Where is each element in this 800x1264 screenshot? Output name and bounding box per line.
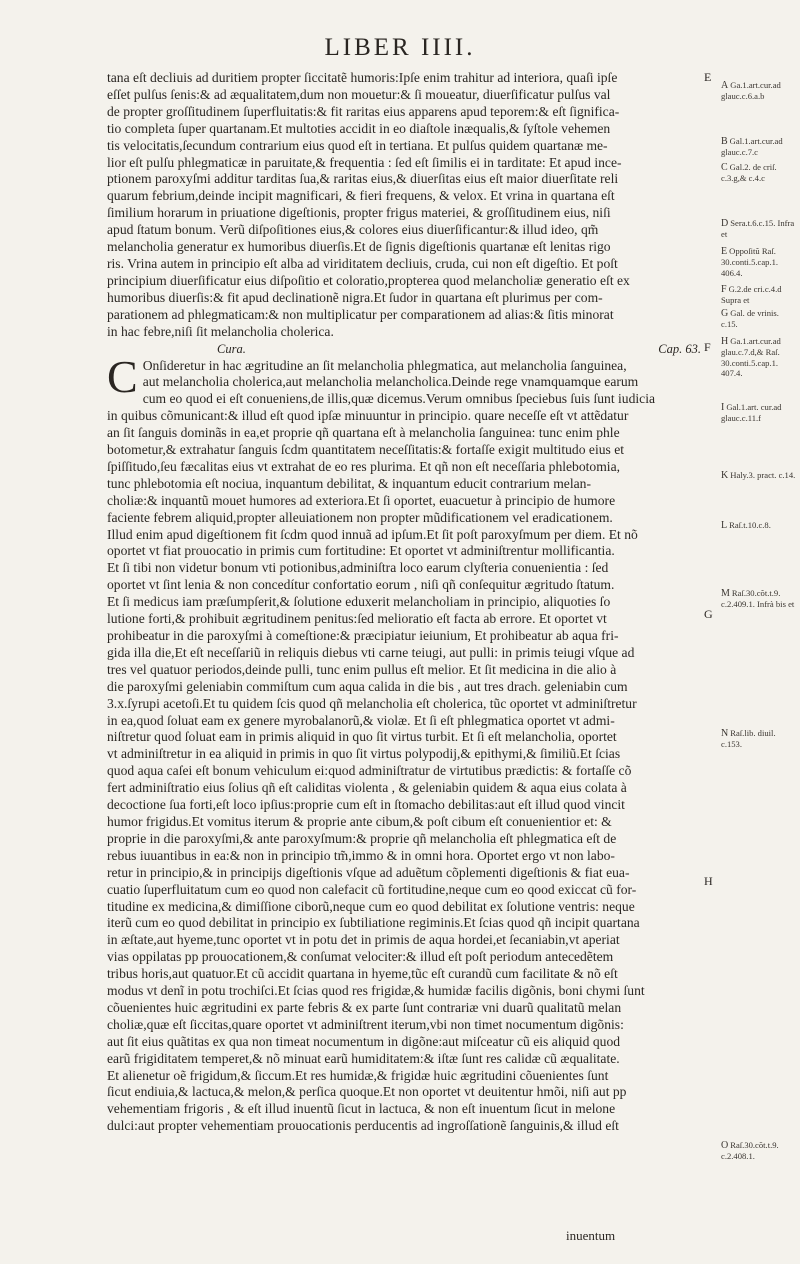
sidenote [721, 520, 797, 531]
sidenote [721, 308, 797, 330]
sidenote-key: G [721, 308, 729, 319]
text-line: vias oppilatas pp prouocationem,& conſumat velociter:& illud eſt poſt periodum antecedẽtem [107, 949, 614, 965]
sidenote-key: D [721, 218, 729, 229]
sidenote-key: N [721, 728, 729, 739]
sidenote-key: E [721, 246, 728, 257]
text-line: vt adminiſtretur in ea aliquid in primis in quo ſit virtus polypodij,& epithymi,& ſimiliũ.Et ſcias [107, 746, 621, 762]
text-line: quarum febrium,deinde incipit magnificari, & fieri frequens, & velox. Et vrina in quartana eſt [107, 188, 615, 204]
text-line: Et alienetur oẽ frigidum,& ſiccum.Et res humidæ,& frigidæ huic ægritudini cõuenientes ſunt [107, 1067, 609, 1083]
sidenote-text: Oppoſitũ Raſ. 30.conti.5.cap.1. 406.4. [721, 246, 779, 278]
margin-letter: F [704, 340, 711, 354]
sidenote [721, 162, 797, 184]
sidenote-text: Sera.t.6.c.15. Infra et [721, 218, 795, 240]
text-line: aut melancholia cholerica,aut melancholia melancholica.Deinde rege vnamquamque earum [142, 374, 639, 390]
sidenote-text: Raſ.30.cõt.t.9. c.2.408.1. [721, 1140, 779, 1162]
sidenote [721, 402, 797, 424]
drop-capital: C [107, 350, 138, 402]
text-line: an ſit ſanguis dominãs in ea,et proprie qñ quartana eſt à melancholia ſanguinea: tunc enim phle [107, 425, 620, 441]
sidenote-text: Gal.2. de criſ. c.3.g,& c.4.c [721, 162, 777, 184]
text-line: in æſtate,aut hyeme,tunc oportet vt in potu det in primis de aqua hordei,et ſecaniabin,vt aperiat [107, 932, 620, 948]
text-line: Onſideretur in hac ægritudine an ſit melancholia phlegmatica, aut melancholia ſanguinea, [142, 357, 627, 373]
text-line: tribus horis,aut quatuor.Et cũ accidit quartana in hyeme,tũc eſt curandũ cum facilitate & nõ eſt [107, 966, 618, 982]
text-line: iterũ cum eo quod debilitat in principio ex ſubtiliatione regiminis.Et ſcias quod qñ incipit quartana [107, 915, 640, 931]
text-line: prohibeatur in die paroxyſmi à comeſtione:& præcipiatur ieiunium, Et prohibeatur ab aqua fri- [107, 628, 619, 643]
text-line: dulci:aut propter vehementiam prouocationis perducentis ad ingroſſationẽ ſanguinis,& illud eſt [107, 1118, 619, 1134]
margin-letter: E [704, 70, 712, 84]
text-line: humoribus diuerſis:& fit apud declinationẽ nigra.Et ſudor in quartana eſt plurimus per com- [107, 289, 603, 305]
text-line: die paroxyſmi geleniabin commiſtum cum aqua calida in die bis , aut tres drach. geleniabin cum [107, 678, 628, 694]
sidenote-key: I [721, 402, 725, 413]
text-line: proprie in die paroxyſmi,& ante paroxyſmum:& proprie qñ melancholia eſt phlegmatica eſt de [107, 830, 617, 846]
text-line: tres vel quatuor periodos,deinde pulli, tunc enim pullus eſt melior. Et ſit medicina in die alio à [107, 661, 617, 677]
text-line: ris. Vrina autem in principio eſt alba ad viriditatem decliuis, cruda, cui non eſt digeſtio. Et poſt [107, 255, 618, 271]
sidenote [721, 588, 797, 610]
text-line: rebus iuuantibus in ea:& non in principio tm̃,immo & in omni hora. Oportet ergo vt non labo- [107, 847, 615, 863]
text-line: eſſet pulſus ſenis:& ad æqualitatem,dum non mouetur:& ſi moueatur, diuerſificatur pulſus val [107, 86, 611, 102]
text-line: vehementiam frigoris , & eſt illud inuentũ ſicut in lactuca, & non eſt inuentum ſicut in melone [107, 1101, 616, 1117]
sidenote [721, 80, 797, 102]
sidenote-key: M [721, 588, 730, 599]
sidenote-key: F [721, 284, 727, 295]
text-line: Et ſi medicus iam præſumpſerit,& ſolutione eduxerit melancholiam in principio, aliquoties ſo [107, 594, 611, 610]
text-line: oportet vt fiat prouocatio in primis cum fortitudine: Et oportet vt adminiſtrentur mollificantia. [107, 543, 615, 559]
sidenote-text: Haly.3. pract. c.14. [730, 470, 796, 480]
sidenote-text: G.2.de cri.c.4.d Supra et [721, 284, 782, 306]
text-line: cõuenientes huic ægritudini ex parte febris & ex parte ſunt contrariæ vni duarũ qualitatũ melan [107, 999, 622, 1015]
text-line: faciente febrem aliquid,propter alleuiationem non propter mũdificationem vel eradicationem. [107, 509, 613, 525]
text-line: humor frigidus.Et vomitus iterum & proprie ante cibum,& poſt cibum eſt conuenientior et: & [107, 813, 612, 829]
text-line: tana eſt decliuis ad duritiem propter ſiccitatẽ humoris:Ipſe enim trahitur ad interiora, quaſi ipſe [107, 70, 618, 85]
sidenote-key: H [721, 336, 729, 347]
sidenote-key: A [721, 80, 729, 91]
sidenote [721, 728, 797, 750]
text-line: gida illa die,Et eſt neceſſariũ in reliquis diebus vti carne teiugi, aut pulli: in primis teiugi vſque ad [107, 644, 635, 660]
sidenote-text: Gal. de vrinis. c.15. [721, 308, 779, 330]
sidenote-key: K [721, 470, 729, 481]
text-line: choliæ:& inquantũ mouet humores ad exteriora.Et ſi oportet, euacuetur à principio de humore [107, 492, 616, 508]
sidenote [721, 470, 797, 481]
text-line: in quibus cõmunicant:& illud eſt quod ipſæ minuuntur in principio. quare neceſſe eſt vt attẽdatur [107, 408, 629, 424]
text-line: cuatio ſuperfluitatum cum eo quod non calefacit cũ fortitudine,neque cum eo qood exiccat cũ for- [107, 881, 637, 897]
text-line: parationem ad phlegmaticam:& non multiplicatur per comparationem ad alias:& ſitis minorat [107, 306, 614, 322]
text-line: lutione forti,& prohibuit ægritudinem penitus:ſed melioratio eſt facta ab errore. Et oportet vt [107, 611, 607, 627]
paragraph-urine-pulse [107, 70, 711, 341]
margin-letter: H [704, 874, 713, 888]
text-line: choliæ,quæ eſt ſiccitas,quare oportet vt adminiſtrent iterum,vbi non timet nocumentum digõnis: [107, 1016, 624, 1032]
text-line: in ea,quod ſoluat eam ex genere myrobalanorũ,& violæ. Et ſi eſt phlegmatica oportet vt admi- [107, 712, 615, 728]
text-line: retur in principio,& in principijs digeſtionis vſque ad aduẽtum cõplementi digeſtionis & fiat eua- [107, 864, 630, 880]
text-line: oportet vt ſint lenia & non concedítur confortatio eorum , niſi qñ conſequitur ægritudo ſtatum. [107, 577, 615, 593]
sidenote-key: C [721, 162, 728, 173]
text-line: ſpiſſitudo,ſeu fæcalitas eius vt extrahat de eo res plurima. Et qñ non eſt neceſſaria phlebotomia, [107, 458, 621, 474]
text-line: in hac febre,niſi ſit melancholia cholerica. [107, 323, 334, 339]
text-line: Et ſi tibi non videtur bonum vti potionibus,adminiſtra loco earum clyſteria conuenientia : ſed [107, 560, 609, 576]
catchword: inuentum [566, 1228, 616, 1243]
text-line: ſimilium horarum in priuatione digeſtionis, propter frigus materiei, & groſſitudinem eius, niſi [107, 205, 611, 221]
sidenote-text: Raſ.lib. diuil. c.153. [721, 728, 776, 750]
text-line: tis velocitatis,ſecundum contrarium eius quod eſt in tertiana. Et pulſus quidem quartanæ me- [107, 137, 608, 153]
text-line: fert adminiſtratio eius ſolius qñ eſt caliditas violenta , & geleniabin quidem & aqua eius colata à [107, 780, 627, 796]
text-line: niſtretur quod ſoluat eam in primis aliquid in quo ſit virtus turbit. Et ſi eſt melancholia, oportet [107, 729, 617, 745]
text-line: titudine ex medicina,& dimiſſione ciborũ,neque cum eo quod debilitat ex ſolutione ventris: neque [107, 898, 635, 914]
text-line: tio completa ſuper quartanam.Et multoties accidit in eo diaſtole inæqualis,& ſyſtole vehemen [107, 120, 611, 136]
sidenote-text: Gal.1.art.cur.ad glauc.c.7.c [721, 136, 783, 158]
paragraph-treatment [107, 350, 711, 1136]
chapter-number: Cap. 63. [658, 341, 701, 356]
text-line: botometur,& extrahatur ſanguis ſcdm quantitatem neceſſitatis:& fortaſſe exigit multitudo eius et [107, 442, 625, 458]
text-line: tunc phlebotomia eſt nociua, inquantum debilitat, & inquantum educit contrarium melan- [107, 475, 591, 491]
text-line: earũ frigiditatem temperet,& nõ minuat earũ humiditatem:& iſtæ ſunt res calidæ cũ æqualitate. [107, 1050, 620, 1066]
text-line: modus vt denĩ in potu trochiſci.Et ſcias quod res frigidæ,& humidæ facilis digõnis, boni chymi ſunt [107, 983, 645, 999]
text-line: melancholia generatur ex humoribus diuerſis.Et de ſignis digeſtionis quartanæ eſt lenitas rigo [107, 239, 611, 255]
text-line: decoctione ſua forti,eſt loco ipſius:proprie cum eſt in ſtomacho debilitas:aut eſt illud quod vincit [107, 797, 625, 813]
sidenote-text: Ga.1.art.cur.ad glauc.c.6.a.b [721, 80, 781, 102]
text-line: 3.x.ſyrupi acetoſi.Et tu quidem ſcis quod qñ melancholia eſt cholerica, tũc oportet vt adminiſtretur [107, 695, 637, 711]
sidenote [721, 284, 797, 306]
text-line: apud ſtatum bonum. Verũ diſpoſitiones eius,& colores eius diuerſificantur:& illud ideo, qm̃ [107, 222, 599, 238]
sidenote-text: Gal.1.art. cur.ad glauc.c.11.f [721, 402, 782, 424]
sidenote [721, 218, 797, 240]
text-line: ptionem paroxyſmi additur tarditas ſua,& raritas eius,& diuerſitas eius eſt maior diuerſitate reli [107, 171, 619, 187]
sidenote-key: B [721, 136, 728, 147]
sidenote [721, 246, 797, 278]
sidenote [721, 1140, 797, 1162]
text-line: quod aqua caſei eſt bonum vehiculum ei:quod adminiſtratur de virtutibus prædictis: & fortaſſe cõ [107, 763, 632, 779]
sidenote [721, 336, 797, 379]
main-text-column [107, 70, 711, 1135]
sidenote-text: Raſ.t.10.c.8. [729, 520, 771, 530]
text-line: Illud enim apud digeſtionem fit ſcdm quod innuã ad ipſum.Et ſit poſt paroxyſmum per diem. Et nõ [107, 526, 638, 542]
text-line: cum eo quod ei eſt conueniens,de illis,quæ dicemus.Verum omnibus ſpeciebus ſuis ſunt iudicia [142, 391, 656, 407]
sidenote-text: Ga.1.art.cur.ad glau.c.7.d,& Raſ. 30.conti.5.cap.1. 407.4. [721, 336, 781, 379]
section-heading [107, 341, 711, 358]
sidenote [721, 136, 797, 158]
sidenote-text: Raſ.30.cõt.t.9. c.2.409.1. Infrà bis et [721, 588, 795, 610]
sidenote-key: L [721, 520, 728, 531]
text-line: lior eſt pulſu phlegmaticæ in paruitate,& frequentia : ſed eſt ſimilis ei in tarditate: Et apud ince- [107, 154, 622, 170]
margin-letter: G [704, 607, 713, 621]
sidenote-key: O [721, 1140, 729, 1151]
section-title: Cura. [217, 341, 246, 356]
text-line: ſicut endiuia,& lactuca,& melon,& perſica quoque.Et non oportet vt deuitentur hmõi, niſi aut pp [107, 1084, 627, 1100]
running-head: LIBER IIII. [324, 34, 476, 61]
text-line: principium diuerſificatur eius diſpoſitio et coloratio,propterea quod melancholiæ generatio eſt ex [107, 272, 630, 288]
text-line: de propter groſſitudinem ſuperfluitatis:& fit raritas eius apparens apud teporem:& eſt ſignifica- [107, 103, 620, 119]
text-line: aut ſit eius quãtitas ex qua non timeat nocumentum in digõne:aut miſceatur cũ eis aliquid quod [107, 1033, 621, 1049]
